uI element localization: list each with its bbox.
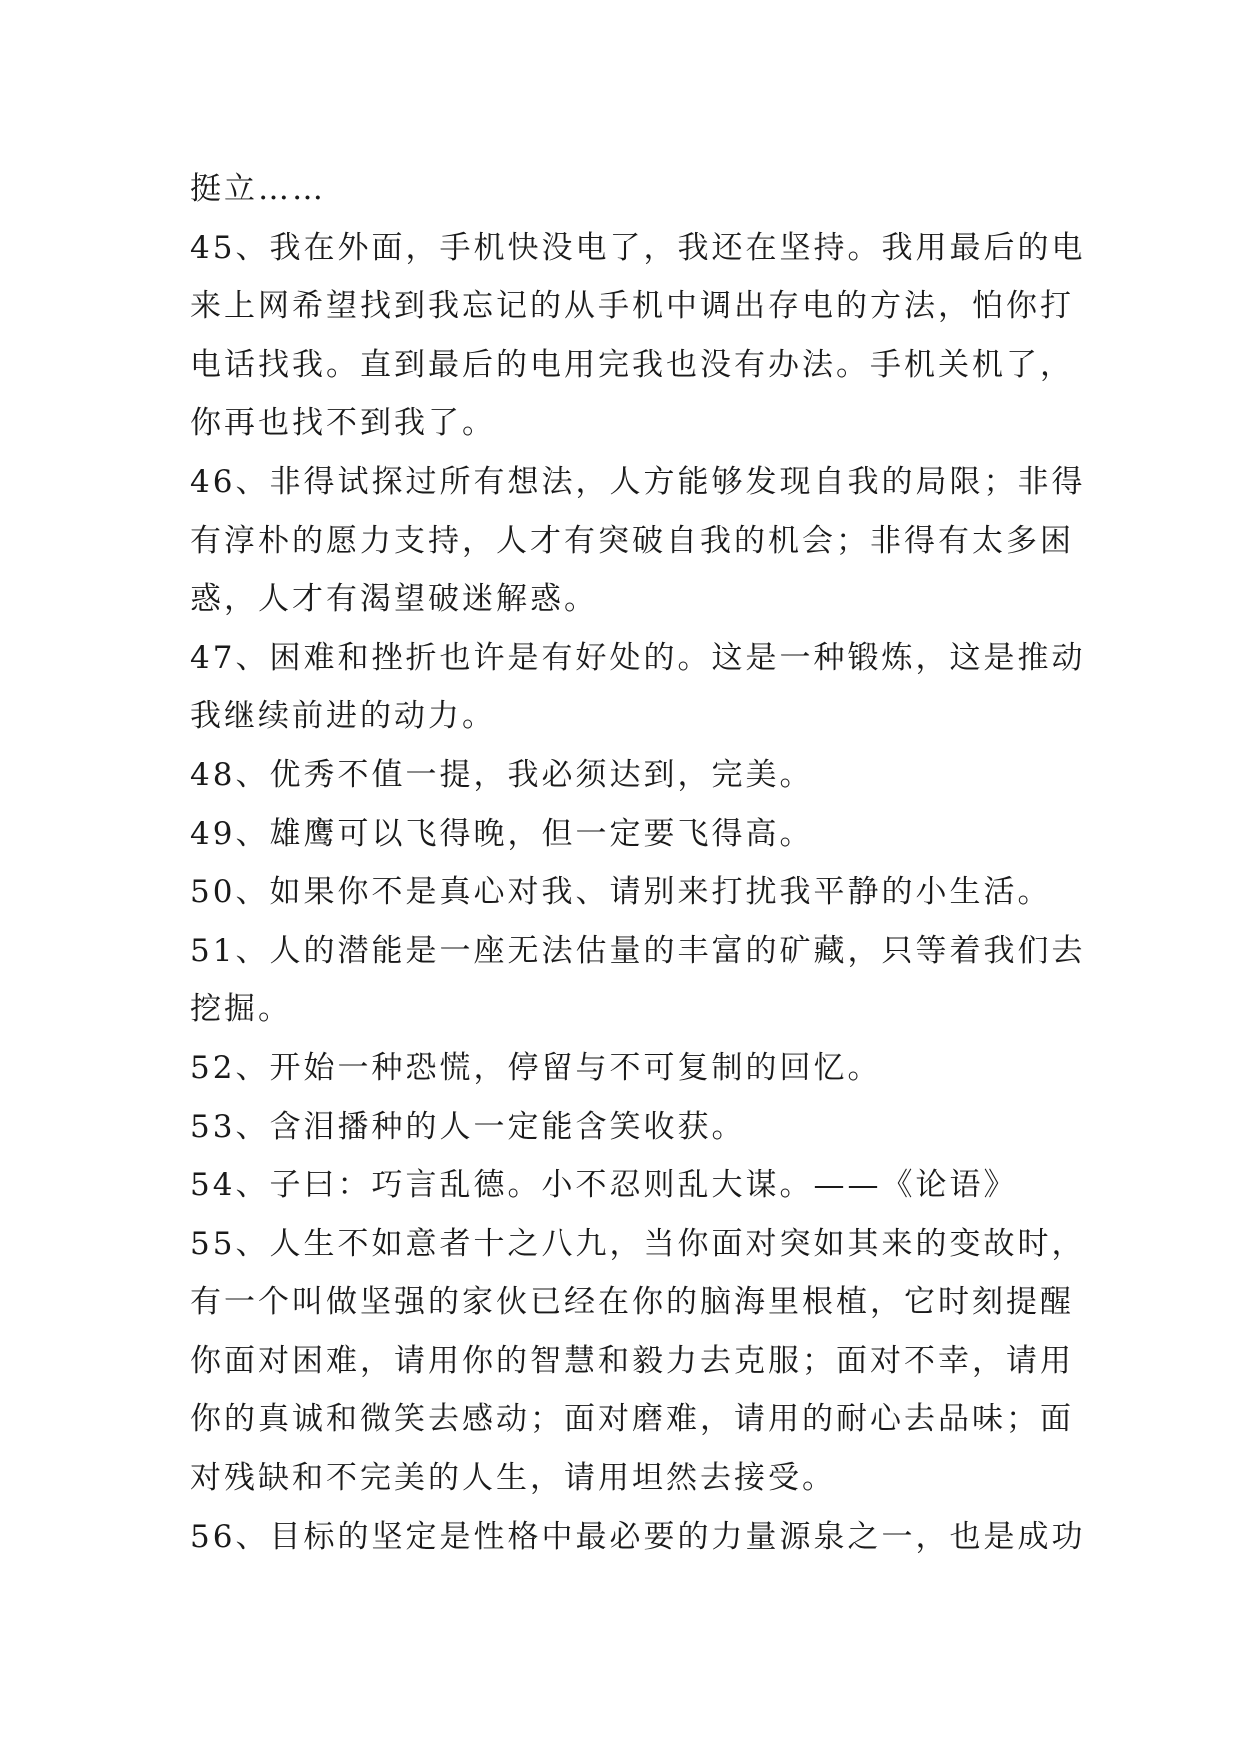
text-line: 你的真诚和微笑去感动；面对磨难，请用的耐心去品味；面: [190, 1401, 1074, 1438]
text-line: 惑，人才有渴望破迷解惑。: [190, 581, 598, 618]
document-body: [190, 160, 1086, 1566]
text-line: 对残缺和不完美的人生，请用坦然去接受。: [190, 1460, 836, 1497]
text-line: 你面对困难，请用你的智慧和毅力去克服；面对不幸，请用: [190, 1342, 1074, 1379]
text-line: 有淳朴的愿力支持，人才有突破自我的机会；非得有太多困: [190, 522, 1074, 559]
text-line: 来上网希望找到我忘记的从手机中调出存电的方法，怕你打: [190, 288, 1074, 325]
text-line: 47、困难和挫折也许是有好处的。这是一种锻炼，这是推动: [190, 639, 1086, 676]
text-line: 52、开始一种恐慌，停留与不可复制的回忆。: [190, 1049, 882, 1086]
text-line: 55、人生不如意者十之八九，当你面对突如其来的变故时，: [190, 1225, 1086, 1262]
text-line: 挺立……: [190, 171, 326, 207]
text-line: 54、子曰：巧言乱德。小不忍则乱大谋。——《论语》: [190, 1167, 1018, 1204]
text-line: 我继续前进的动力。: [190, 698, 496, 735]
text-line: 51、人的潜能是一座无法估量的丰富的矿藏，只等着我们去: [190, 932, 1086, 969]
text-line: 有一个叫做坚强的家伙已经在你的脑海里根植，它时刻提醒: [190, 1284, 1074, 1321]
text-line: 挖掘。: [190, 991, 292, 1028]
text-line: 50、如果你不是真心对我、请别来打扰我平静的小生活。: [190, 874, 1052, 911]
text-line: 你再也找不到我了。: [190, 405, 496, 442]
text-line: 49、雄鹰可以飞得晚，但一定要飞得高。: [190, 815, 814, 852]
text-line: 电话找我。直到最后的电用完我也没有办法。手机关机了，: [190, 346, 1074, 383]
text-line: 56、目标的坚定是性格中最必要的力量源泉之一，也是成功: [190, 1518, 1086, 1555]
text-line: 45、我在外面，手机快没电了，我还在坚持。我用最后的电: [190, 229, 1086, 266]
text-line: 46、非得试探过所有想法，人方能够发现自我的局限；非得: [190, 463, 1086, 500]
text-line: 53、含泪播种的人一定能含笑收获。: [190, 1108, 746, 1145]
text-line: 48、优秀不值一提，我必须达到，完美。: [190, 756, 814, 793]
